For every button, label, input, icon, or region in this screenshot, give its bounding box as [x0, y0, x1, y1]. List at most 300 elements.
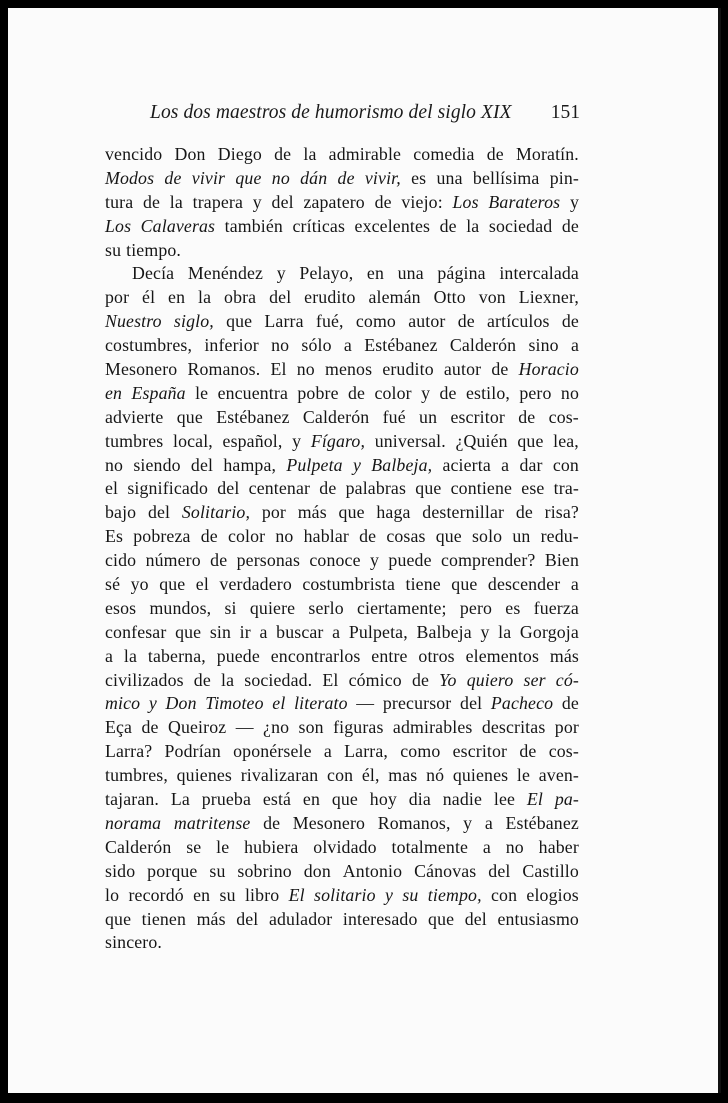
word: que: [338, 502, 365, 523]
word: siendo: [133, 454, 181, 475]
text-line: [105, 262, 579, 286]
word: ir: [239, 621, 251, 642]
word: risa?: [544, 502, 579, 523]
word: sin: [209, 621, 232, 642]
word: el: [105, 478, 119, 499]
word: encontrarlos: [270, 645, 361, 666]
text-line: [105, 525, 579, 549]
word: Castillo: [522, 860, 579, 881]
word: Bien: [544, 550, 579, 571]
word: quienes: [176, 765, 232, 786]
word: de: [141, 717, 159, 738]
word: y: [370, 550, 380, 571]
word: costumbrista: [302, 574, 396, 595]
word: con: [490, 884, 518, 905]
word: que: [331, 789, 358, 810]
word: sociedad.: [244, 669, 313, 690]
word: elementos: [465, 645, 540, 666]
word: que: [235, 167, 262, 188]
running-header: [150, 92, 580, 128]
word: pa-: [554, 789, 579, 810]
word: Moratín.: [515, 144, 579, 164]
word: erudito: [304, 287, 356, 308]
word: en: [168, 287, 186, 308]
word: de: [164, 167, 182, 188]
word: su: [209, 860, 226, 881]
word: nó: [426, 765, 445, 786]
text-line: [105, 908, 579, 932]
word: Calderón: [449, 335, 517, 356]
word: de: [439, 382, 457, 403]
word: ser: [523, 669, 546, 690]
word: tiempo,: [427, 884, 482, 905]
word: serlo: [308, 597, 344, 618]
word: trapera: [192, 191, 244, 212]
word: inferior: [204, 335, 259, 356]
word: el: [195, 574, 209, 595]
word: advierte: [105, 406, 164, 427]
word: tura: [105, 191, 134, 212]
word: La: [170, 789, 190, 810]
word: confesar: [105, 621, 167, 642]
word: yo: [130, 574, 149, 595]
word: no: [296, 359, 315, 380]
word: hablar: [303, 526, 349, 547]
word: del: [217, 478, 240, 499]
word: Larra?: [105, 741, 153, 762]
word: universal.: [374, 430, 446, 451]
word: Larra,: [344, 741, 389, 762]
word: la: [303, 144, 317, 164]
word: Podrían: [164, 741, 221, 762]
word: menos: [324, 359, 373, 380]
text-line: [105, 549, 579, 573]
text-line: [105, 860, 579, 884]
word: otros: [418, 645, 455, 666]
word: quiero: [466, 669, 514, 690]
word: y: [276, 263, 286, 284]
word: autor: [443, 359, 482, 380]
word: que: [451, 574, 478, 595]
word: Yo: [439, 669, 457, 690]
word: zapatero: [303, 191, 365, 212]
word: y: [480, 621, 490, 642]
text-line: [105, 716, 579, 740]
word: Estébanez: [216, 406, 290, 427]
word: fuerza: [533, 597, 579, 618]
word: ciertamente;: [356, 597, 447, 618]
word: su: [219, 884, 236, 905]
word: que: [176, 406, 203, 427]
word: cos-: [548, 406, 579, 427]
word: tiempo.: [126, 239, 182, 260]
word: redu-: [540, 526, 579, 547]
word: obra: [224, 287, 257, 308]
word: Estébanez: [505, 812, 579, 833]
word: Calderón: [302, 406, 370, 427]
text-line: [105, 215, 579, 239]
word: escritor: [452, 741, 508, 762]
word: y: [569, 191, 579, 212]
word: —: [235, 717, 254, 738]
word: su: [402, 884, 419, 905]
word: de: [515, 502, 533, 523]
word: matritense: [173, 812, 251, 833]
word: recordó: [128, 884, 184, 905]
word: y: [463, 812, 473, 833]
text-line: [105, 764, 579, 788]
word: del: [236, 908, 259, 929]
word: prueba: [201, 789, 252, 810]
text-line: [105, 692, 579, 716]
word: de: [337, 167, 355, 188]
text-line: [105, 740, 579, 764]
word: Pacheco: [490, 693, 554, 714]
word: civilizados: [105, 669, 184, 690]
word: tiene: [405, 574, 441, 595]
word: mundos,: [149, 597, 212, 618]
word: palabras: [345, 478, 407, 499]
word: que: [428, 908, 455, 929]
word: con: [327, 765, 354, 786]
word: una: [397, 263, 424, 284]
word: pero: [519, 382, 552, 403]
word: Antonio: [342, 860, 403, 881]
word: en: [105, 382, 123, 403]
word: a: [343, 335, 352, 356]
word: la: [466, 215, 480, 236]
word: Horacio: [518, 359, 579, 380]
word: de: [457, 311, 475, 332]
word: a: [501, 454, 510, 475]
word: como: [355, 311, 396, 332]
word: le: [195, 382, 209, 403]
word: verdadero: [219, 574, 292, 595]
text-line: [105, 812, 579, 836]
word: y: [148, 693, 157, 714]
word: olvidado: [313, 836, 377, 857]
word: solitario: [314, 884, 376, 905]
word: a: [323, 741, 332, 762]
word: hubiera: [244, 836, 299, 857]
text-line: [105, 239, 579, 263]
word: mas: [388, 765, 418, 786]
word: su: [105, 239, 122, 260]
word: más: [549, 645, 579, 666]
word: tienen: [141, 908, 187, 929]
word: vivir,: [364, 167, 401, 188]
text-line: [105, 836, 579, 860]
word: por: [105, 287, 130, 308]
word: Menéndez: [187, 263, 264, 284]
word: no: [275, 526, 294, 547]
word: El: [288, 884, 305, 905]
word: —: [356, 693, 375, 714]
word: español,: [222, 430, 283, 451]
word: en: [302, 789, 321, 810]
word: Solitario,: [181, 502, 251, 523]
word: España: [131, 382, 186, 403]
word: hampa,: [223, 454, 277, 475]
word: la: [221, 669, 235, 690]
text-line: [105, 167, 579, 191]
word: admirables: [392, 717, 473, 738]
word: quienes: [452, 765, 509, 786]
word: si: [224, 597, 237, 618]
body-text: [105, 143, 579, 955]
word: una: [436, 167, 463, 188]
word: fué: [382, 406, 406, 427]
word: comedia: [413, 144, 475, 164]
word: Don: [165, 693, 197, 714]
word: Cánovas: [414, 860, 477, 881]
word: que: [517, 430, 544, 451]
text-line: [105, 191, 579, 215]
word: Es: [105, 526, 124, 547]
word: porque: [147, 860, 198, 881]
word: color: [227, 526, 266, 547]
word: descritas: [481, 717, 546, 738]
word: Nuestro: [105, 311, 162, 332]
word: de: [439, 215, 457, 236]
word: de: [210, 550, 228, 571]
word: Calderón: [105, 836, 172, 857]
word: que: [435, 526, 462, 547]
running-title: Los dos maestros de humorismo del siglo XIX: [150, 102, 512, 123]
text-line: [105, 430, 579, 454]
word: de: [142, 191, 161, 212]
word: contiene: [450, 478, 513, 499]
word: conoce: [309, 550, 361, 571]
word: de: [411, 669, 430, 690]
word: precursor: [382, 693, 452, 714]
word: El: [526, 789, 543, 810]
word: a: [570, 574, 579, 595]
word: haga: [376, 502, 411, 523]
word: sido: [105, 860, 136, 881]
word: dia: [408, 789, 431, 810]
word: autor: [408, 311, 446, 332]
word: de: [193, 669, 211, 690]
word: y: [292, 430, 302, 451]
text-line: [105, 621, 579, 645]
word: local,: [172, 430, 213, 451]
word: de: [486, 144, 504, 164]
word: la: [498, 621, 512, 642]
word: cosas: [386, 526, 426, 547]
word: excelentes: [354, 215, 431, 236]
word: ese: [521, 478, 545, 499]
word: más: [196, 908, 226, 929]
word: aven-: [538, 765, 579, 786]
word: la: [169, 191, 183, 212]
word: del: [464, 908, 487, 929]
word: no: [560, 382, 579, 403]
word: sé: [105, 574, 121, 595]
word: significado: [127, 478, 209, 499]
word: que: [159, 574, 186, 595]
word: lea,: [553, 430, 579, 451]
word: desternillar: [422, 502, 505, 523]
word: que: [105, 908, 132, 929]
word: sociedad: [488, 215, 553, 236]
word: Los: [452, 191, 479, 212]
word: acierta: [442, 454, 491, 475]
word: oponérsele: [233, 741, 312, 762]
word: descender: [487, 574, 561, 595]
word: número: [145, 550, 201, 571]
word: le: [516, 765, 531, 786]
word: sobrino: [237, 860, 292, 881]
word: con: [552, 454, 579, 475]
word: cómico: [348, 669, 402, 690]
text-line: [105, 884, 579, 908]
word: Estébanez: [364, 335, 438, 356]
word: ¿no: [263, 717, 290, 738]
word: Gorgoja: [519, 621, 579, 642]
word: sino: [528, 335, 559, 356]
word: del: [190, 454, 214, 475]
word: estilo,: [465, 382, 510, 403]
word: admirable: [328, 144, 402, 164]
word: vivir: [191, 167, 226, 188]
word: en: [193, 884, 211, 905]
word: totalmente: [391, 836, 469, 857]
word: tra-: [553, 478, 579, 499]
word: Liexner,: [518, 287, 579, 308]
text-line: [105, 669, 579, 693]
word: mico: [105, 693, 141, 714]
word: a: [259, 621, 268, 642]
word: sincero.: [105, 932, 162, 953]
word: no: [271, 167, 290, 188]
word: pin-: [549, 167, 579, 188]
word: haber: [538, 836, 579, 857]
word: adulador: [268, 908, 333, 929]
word: de: [561, 215, 579, 236]
word: buscar: [276, 621, 324, 642]
word: la: [198, 287, 212, 308]
word: personas: [236, 550, 301, 571]
word: le: [216, 836, 230, 857]
text-line: [105, 310, 579, 334]
word: literato: [294, 693, 348, 714]
text-line: [105, 334, 579, 358]
word: de: [263, 812, 281, 833]
word: lee: [493, 789, 516, 810]
word: a: [482, 836, 491, 857]
text-line: [105, 454, 579, 478]
word: artículos: [487, 311, 550, 332]
word: Eça: [105, 717, 133, 738]
word: elogios: [526, 884, 579, 905]
text-line: [105, 286, 579, 310]
word: color: [374, 382, 412, 403]
word: de: [518, 406, 536, 427]
text-line: [105, 406, 579, 430]
word: Larra: [264, 311, 304, 332]
word: Barateros: [488, 191, 561, 212]
word: tumbres,: [105, 765, 168, 786]
text-line: [105, 788, 579, 812]
word: es: [411, 167, 427, 188]
word: dar: [519, 454, 543, 475]
word: de: [359, 526, 377, 547]
text-line: [105, 573, 579, 597]
word: y: [352, 454, 362, 475]
word: alemán: [368, 287, 421, 308]
word: también: [224, 215, 283, 236]
word: von: [478, 287, 506, 308]
text-line: [105, 931, 579, 955]
word: de: [374, 191, 392, 212]
word: puede: [216, 645, 260, 666]
word: son: [298, 717, 324, 738]
word: del: [271, 191, 294, 212]
word: figuras: [333, 717, 384, 738]
word: se: [186, 836, 202, 857]
word: costumbres,: [105, 335, 193, 356]
word: a: [484, 812, 493, 833]
word: de: [319, 478, 337, 499]
word: comprender?: [440, 550, 536, 571]
word: pero: [459, 597, 493, 618]
word: don: [303, 860, 331, 881]
word: y: [252, 191, 262, 212]
word: tajaran.: [105, 789, 160, 810]
word: rivalizaran: [240, 765, 319, 786]
word: norama: [105, 812, 162, 833]
word: nadie: [442, 789, 483, 810]
word: solo: [471, 526, 503, 547]
word: no: [505, 836, 524, 857]
text-line: [105, 645, 579, 669]
word: de: [200, 526, 218, 547]
word: tumbres: [105, 430, 164, 451]
word: Romanos.: [187, 359, 261, 380]
word: hoy: [369, 789, 397, 810]
word: cos-: [548, 741, 579, 762]
text-line: [105, 382, 579, 406]
word: de: [519, 741, 537, 762]
word: Pulpeta: [286, 454, 343, 475]
word: de: [561, 311, 579, 332]
word: dán: [300, 167, 328, 188]
text-line: [105, 501, 579, 525]
word: Queiroz: [167, 717, 227, 738]
text-line: [105, 597, 579, 621]
word: bellísima: [472, 167, 540, 188]
word: a: [570, 335, 579, 356]
word: página: [437, 263, 486, 284]
word: erudito: [382, 359, 434, 380]
word: la: [123, 645, 138, 666]
text-line: [105, 358, 579, 382]
word: encuentra: [217, 382, 289, 403]
word: es: [505, 597, 521, 618]
word: como: [400, 741, 441, 762]
word: Timoteo: [205, 693, 264, 714]
word: fué,: [315, 311, 344, 332]
word: quiere: [249, 597, 296, 618]
word: siglo,: [173, 311, 214, 332]
word: cido: [105, 550, 137, 571]
word: Pulpeta,: [348, 621, 408, 642]
word: no: [105, 454, 124, 475]
word: más: [297, 502, 327, 523]
word: Otto: [433, 287, 466, 308]
word: un: [419, 406, 438, 427]
